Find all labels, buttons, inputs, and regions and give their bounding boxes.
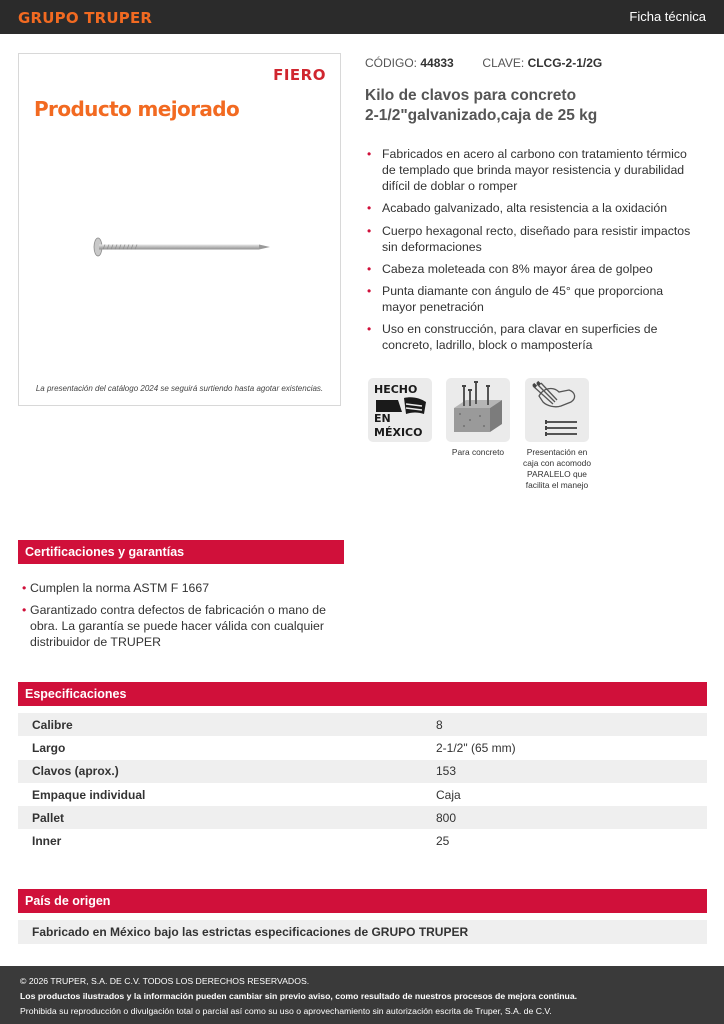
certifications-list [22, 580, 342, 656]
svg-text:EN: EN [374, 412, 391, 425]
feature-item: • Cuerpo hexagonal recto, diseñado para resistir impactos sin deformaciones [367, 223, 691, 254]
spec-label: Inner [32, 834, 62, 849]
bullet-icon: • [367, 261, 372, 276]
product-title [365, 86, 705, 126]
feature-item: • Punta diamante con ángulo de 45° que proporciona mayor penetración [367, 284, 664, 315]
feature-item: • Uso en construcción, para clavar en superficies de concreto, ladrillo, block o mampostería [367, 322, 658, 353]
spec-label: Clavos (aprox.) [18, 760, 422, 783]
bullet-icon: • [22, 603, 27, 617]
spec-value: 25 [436, 834, 450, 849]
brand-logo: GRUPO TRUPER [18, 9, 153, 27]
footer-copyright: © 2026 TRUPER, S.A. DE C.V. TODOS LOS DERECHOS RESERVADOS. [20, 976, 310, 986]
table-row [18, 760, 707, 783]
spec-label: Largo [32, 740, 66, 755]
spec-value: 8 [422, 713, 707, 736]
catalog-note: La presentación del catálogo 2024 se seguirá surtiendo hasta agotar existencias. [35, 384, 324, 393]
certifications-heading: Certificaciones y garantías [18, 540, 344, 564]
feature-item: • Cabeza moleteada con 8% mayor área de golpeo [367, 261, 653, 276]
code-value: 44833 [420, 56, 454, 70]
table-row [18, 806, 707, 829]
origin-text: Fabricado en México bajo las estrictas especificaciones de GRUPO TRUPER [18, 920, 707, 944]
feature-item: • Fabricados en acero al carbono con tratamiento térmico de templado que brinda mayor resistencia y durabilidad difícil de doblar o romper [367, 147, 687, 193]
spec-value: 2-1/2" (65 mm) [436, 740, 516, 755]
bullet-icon: • [367, 223, 372, 238]
svg-text:HECHO: HECHO [374, 383, 418, 396]
document-type-label: Ficha técnica [629, 9, 706, 24]
key-label: CLAVE: [482, 56, 525, 70]
spec-label: Empaque individual [32, 787, 146, 802]
product-title-line-1: Kilo de clavos para concreto [365, 87, 577, 104]
certification-item: • Cumplen la norma ASTM F 1667 [22, 581, 210, 595]
bullet-icon: • [367, 201, 372, 216]
product-image [18, 53, 341, 406]
key-value: CLCG-2-1/2G [527, 56, 603, 70]
improved-product-badge: Producto mejorado [34, 97, 240, 121]
feature-list [365, 146, 695, 360]
table-row [18, 783, 707, 806]
hecho-en-mexico-icon [368, 378, 432, 442]
icon-caption-concrete: Para concreto [451, 447, 505, 457]
certification-item: • Garantizado contra defectos de fabricación o mano de obra. La garantía se puede hacer válida con cualquier distribuidor de TRUPER [22, 603, 326, 649]
concrete-block-icon [446, 378, 510, 442]
feature-item: • Acabado galvanizado, alta resistencia a la oxidación [367, 201, 668, 216]
fiero-logo: FIERO [273, 66, 326, 84]
footer-legal: Prohibida su reproducción o divulgación total o parcial así como su uso o aprovechamiento sin autorización escrita de Truper, S.A. de C.V. [20, 1005, 552, 1016]
product-title-line-2: 2-1/2"galvanizado,caja de 25 kg [365, 107, 598, 124]
parallel-box-icon [525, 378, 589, 442]
table-row [18, 736, 707, 759]
nail-icon [89, 234, 274, 264]
footer [0, 966, 724, 1024]
table-row [18, 713, 707, 736]
specifications-heading: Especificaciones [18, 682, 707, 706]
spec-value: 153 [422, 760, 707, 783]
origin-heading: País de origen [18, 889, 707, 913]
product-code-line [365, 56, 602, 70]
spec-label: Pallet [18, 806, 422, 829]
icon-caption-presentation: Presentación en caja con acomodo PARALELO que facilita el manejo [523, 447, 591, 490]
bullet-icon: • [367, 284, 372, 299]
svg-text:MÉXICO: MÉXICO [374, 426, 423, 439]
bullet-icon: • [367, 322, 372, 337]
top-header-bar [0, 0, 724, 34]
bullet-icon: • [367, 147, 372, 161]
spec-value: Caja [436, 787, 461, 802]
spec-value: 800 [422, 806, 707, 829]
table-row [18, 829, 707, 852]
footer-notice: Los productos ilustrados y la información pueden cambiar sin previo aviso, como resultado de nuestros procesos de mejora continua. [20, 990, 578, 1001]
spec-label: Calibre [18, 713, 422, 736]
bullet-icon: • [22, 581, 27, 595]
code-label: CÓDIGO: [365, 56, 418, 70]
specifications-table [18, 713, 707, 853]
